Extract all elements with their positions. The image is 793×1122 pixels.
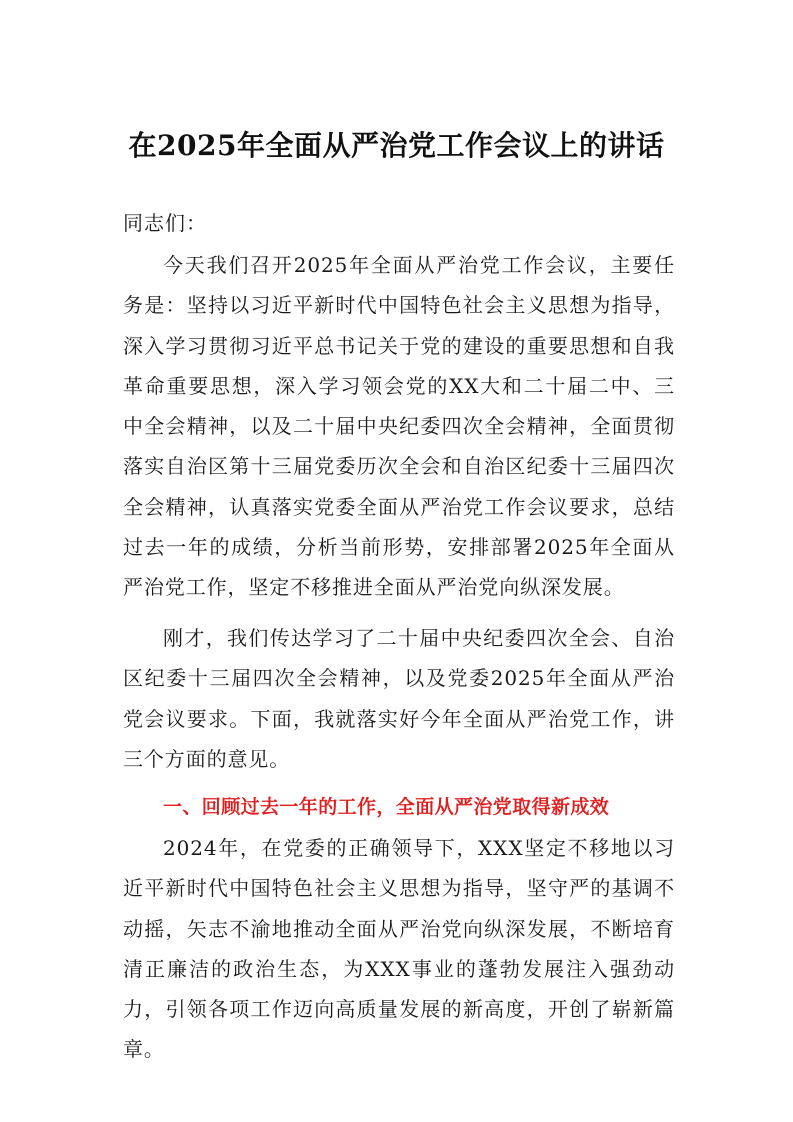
document-title: 在2025年全面从严治党工作会议上的讲话 [128,129,665,162]
paragraph-review: 2024年，在党委的正确领导下，XXX坚定不移地以习近平新时代中国特色社会主义思想为指导，坚守严的基调不动摇，矢志不渝地推动全面从严治党向纵深发展，不断培育清正廉洁的政治生态，为XXX事业的蓬勃发展注入强劲动力，引领各项工作迈向高质量发展的新高度，开创了崭新篇章。 [123,836,675,1062]
paragraph-intro: 今天我们召开2025年全面从严治党工作会议，主要任务是：坚持以习近平新时代中国特色社会主义思想为指导，深入学习贯彻习近平总书记关于党的建设的重要思想和自我革命重要思想，深入学习领会党的XX大和二十届二中、三中全会精神，以及二十届中央纪委四次全会精神，全面贯彻落实自治区第十三届党委历次全会和自治区纪委十三届四次全会精神，认真落实党委全面从严治党工作会议要求，总结过去一年的成绩，分析当前形势，安排部署2025年全面从严治党工作，坚定不移推进全面从严治党向纵深发展。 [123,253,675,600]
section-heading: 一、回顾过去一年的工作，全面从严治党取得新成效 [163,796,610,818]
greeting-line: 同志们： [123,211,207,235]
paragraph-transition: 刚才，我们传达学习了二十届中央纪委四次全会、自治区纪委十三届四次全会精神，以及党委2025年全面从严治党会议要求。下面，我就落实好今年全面从严治党工作，讲三个方面的意见。 [123,626,675,771]
